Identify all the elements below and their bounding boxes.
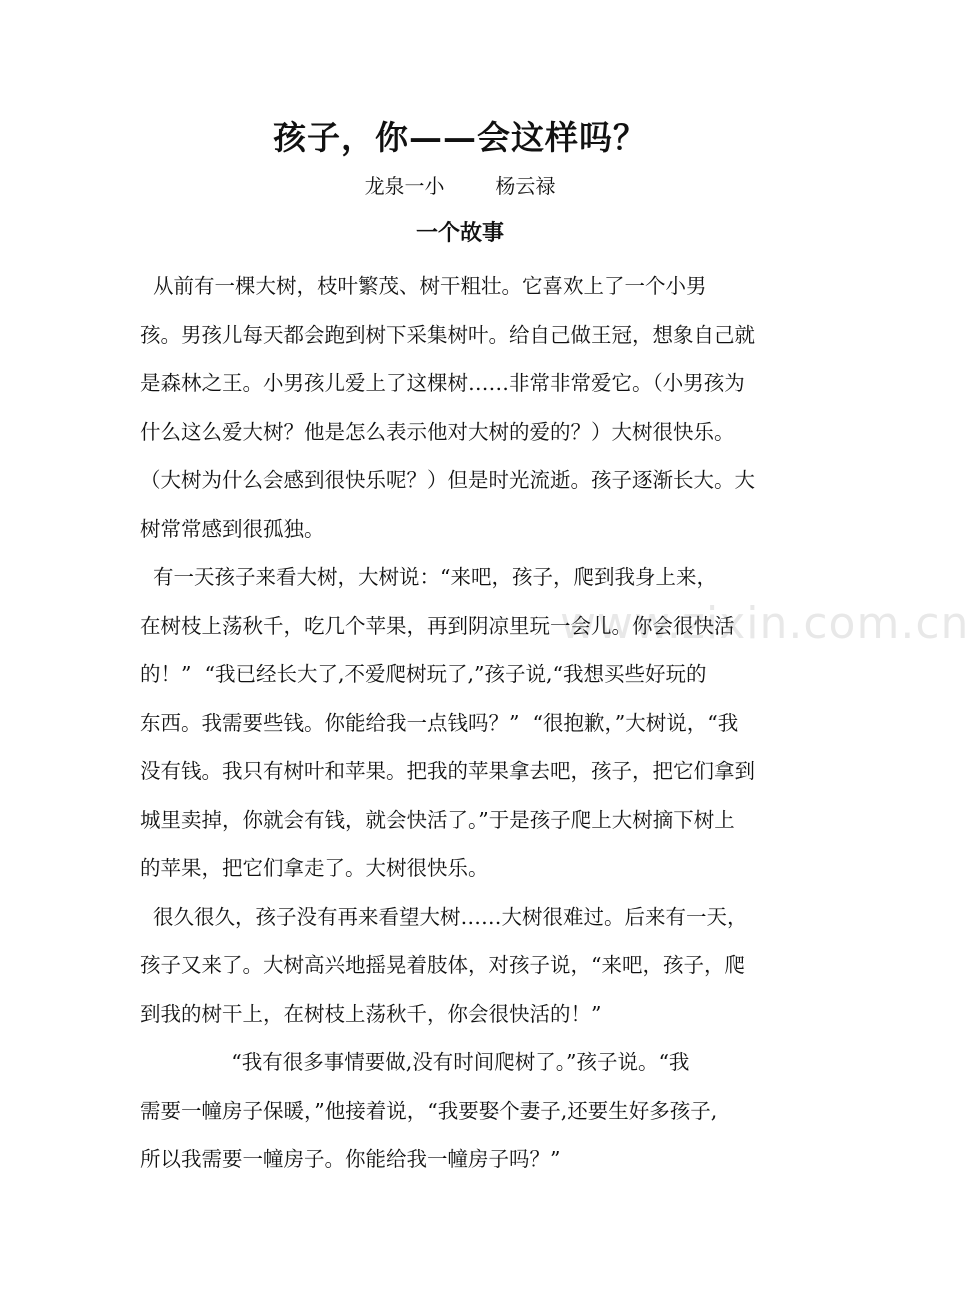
text-line: （大树为什么会感到很快乐呢？）但是时光流逝。孩子逐渐长大。大 [140, 468, 755, 492]
text-line: 在树枝上荡秋千，吃几个苹果，再到阴凉里玩一会儿。你会很快活 [140, 613, 735, 638]
text-line: 有一天孩子来看大树，大树说：“来吧，孩子，爬到我身上来， [140, 565, 718, 589]
text-line: 树常常感到很孤独。 [140, 516, 325, 541]
section-heading: 一个故事 [415, 220, 504, 246]
author-line: 龙泉一小 杨云禄 [364, 174, 556, 198]
text-line: 是森林之王。小男孩儿爱上了这棵树……非常非常爱它。（小男孩为 [140, 371, 745, 395]
text-line: 需要一幢房子保暖，”他接着说，“我要娶个妻子,还要生好多孩子, [140, 1098, 718, 1123]
text-line: 的！” “我已经长大了,不爱爬树玩了,”孩子说,“我想买些好玩的 [140, 662, 707, 686]
text-line: 城里卖掉，你就会有钱，就会快活了。”于是孩子爬上大树摘下树上 [140, 807, 735, 832]
text-line: 到我的树干上，在树枝上荡秋千，你会很快活的！” [140, 1001, 602, 1026]
text-line: 的苹果，把它们拿走了。大树很快乐。 [140, 856, 489, 880]
text-line: 什么这么爱大树？他是怎么表示他对大树的爱的？）大树很快乐。 [140, 419, 735, 444]
text-line: 没有钱。我只有树叶和苹果。把我的苹果拿去吧，孩子，把它们拿到 [140, 759, 755, 783]
text-line: 东西。我需要些钱。你能给我一点钱吗？” “很抱歉，”大树说，“我 [140, 710, 739, 735]
text-line: 孩。男孩儿每天都会跑到树下采集树叶。给自己做王冠，想象自己就 [140, 322, 755, 347]
document-title: 孩子，你——会这样吗？ [273, 118, 647, 157]
watermark: www.zixin.com.cn [560, 598, 969, 649]
text-line: 孩子又来了。大树高兴地摇晃着肢体，对孩子说，“来吧，孩子，爬 [140, 953, 745, 977]
text-line: “我有很多事情要做,没有时间爬树了。”孩子说。“我 [140, 1050, 690, 1074]
text-line: 很久很久，孩子没有再来看望大树……大树很难过。后来有一天， [140, 904, 748, 929]
text-line: 从前有一棵大树，枝叶繁茂、树干粗壮。它喜欢上了一个小男 [140, 274, 707, 298]
text-line: 所以我需要一幢房子。你能给我一幢房子吗？” [140, 1147, 561, 1171]
document-body [140, 262, 800, 1184]
